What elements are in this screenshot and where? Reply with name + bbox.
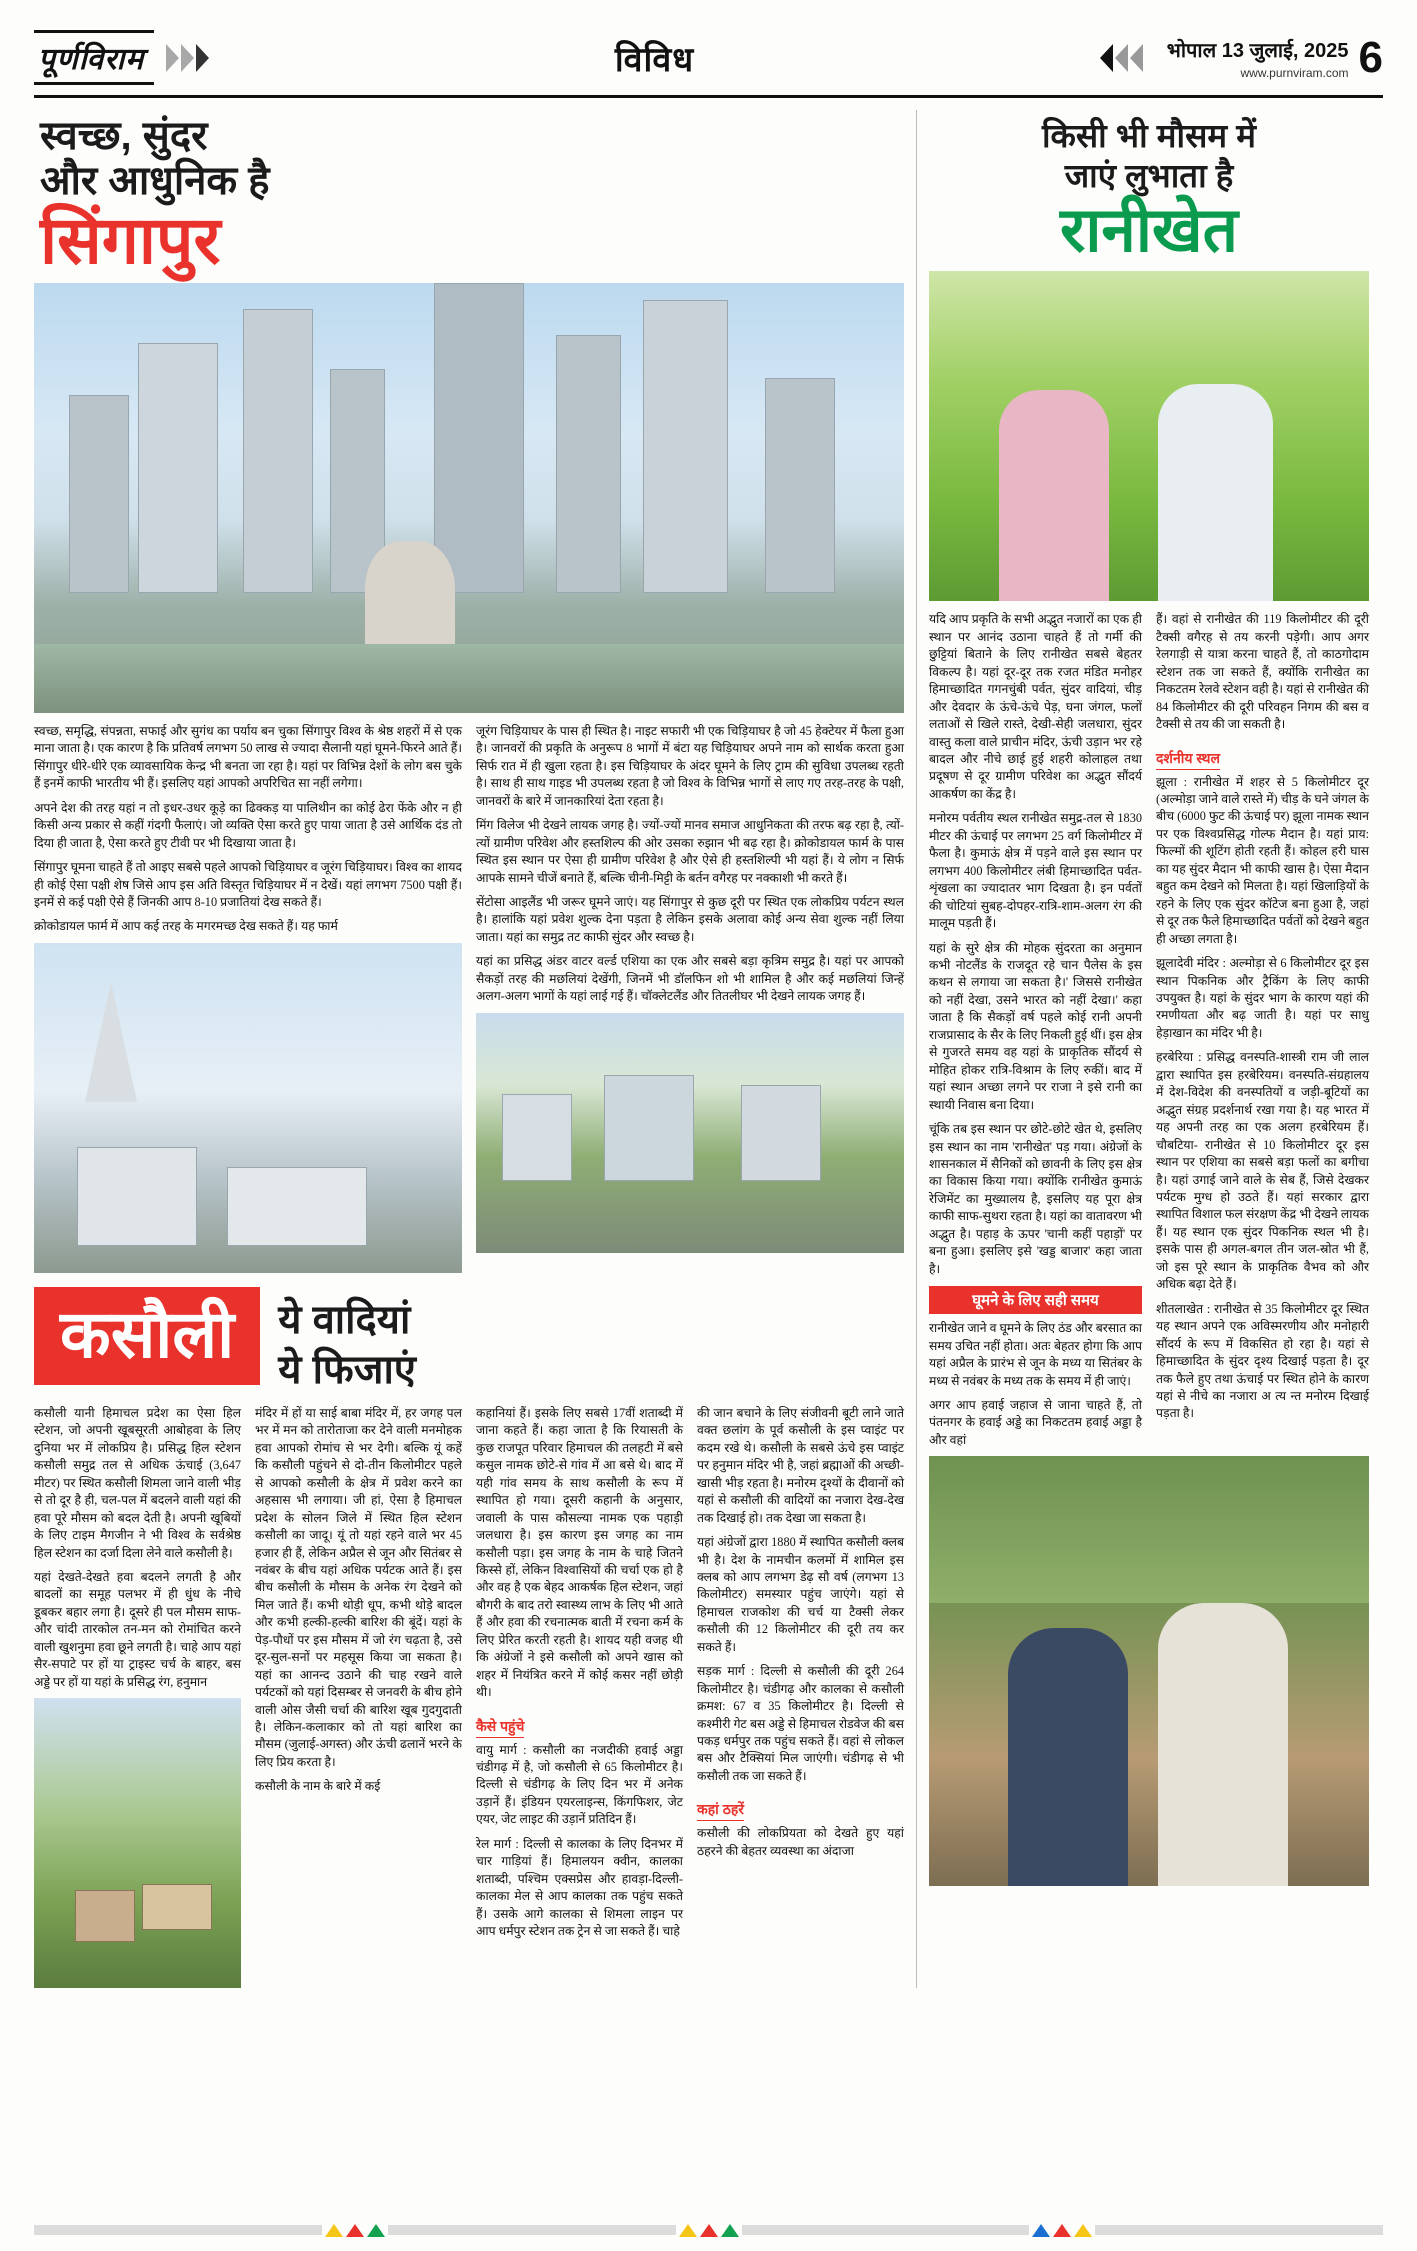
column-divider — [916, 110, 917, 1988]
kasauli-subtitle — [278, 1287, 416, 1395]
kasauli-column-2 — [255, 1405, 462, 1988]
place-date: भोपाल 13 जुलाई, 2025 — [1166, 39, 1349, 62]
ranikhet-headline-line2: जाएं लुभाता है — [1064, 156, 1234, 194]
paragraph: झूलादेवी मंदिर : अल्मोड़ा से 6 किलोमीटर दूर इस स्थान पिकनिक और ट्रैकिंग के लिए काफी उपयुक्त है। यहां के सुंदर भाग के कारण यहां की रमणीयता और बढ़ जाती है। यहां पर साधु हेड़ाखान का मंदिर भी है। — [1156, 956, 1369, 1040]
paragraph: कहानियां हैं। इसके लिए सबसे 17वीं शताब्दी में जाना कहते हैं। कहा जाता है कि रियासती के कुछ राजपूत परिवार हिमाचल की तलहटी में बसे कसुल नामक छोटे-से गांव में आ बसे थे। बाद में यही गांव समय के साथ कसौली के रूप में स्थापित हो गया। दूसरी कहानी के अनुसार, जवाली के पास कौसल्या नामक एक पहाड़ी जलधारा है। इस कारण इस जगह का नाम कसौली पड़ा। इस जगह के नाम के चाहे जितने किस्से हों, लेकिन विश्वासियों की चर्चा एक हो है और वह है एक बेहद आकर्षक हिल स्टेशन, जहां बौगरी के बाद तरो स्वास्थ्य लाभ के लिए भी आते हैं और हवा की रचनात्मक बाती में रचना कर्म के लिए प्रेरित करती रहती है। शायद यही वजह थी कि अंग्रेजों ने इसे कसौली को अपने खास को शहर में नियंत्रित करने में कोई कसर नहीं छोड़ी थी। — [476, 1405, 683, 1700]
publication-logo: पूर्णविराम — [34, 30, 154, 85]
left-column-block — [34, 110, 904, 1988]
ranikhet-headline-line1: किसी भी मौसम में — [1041, 117, 1257, 154]
masthead-right — [1100, 32, 1383, 82]
paragraph: जूरंग चिड़ियाघर के पास ही स्थित है। नाइट सफारी भी एक चिड़ियाघर है जो 45 हेक्टेयर में फैला हुआ है। जानवरों की प्रकृति के अनुरूप 8 भागों में बंटा यह चिड़ियाघर अपने नाम को सार्थक करता हुआ सिर्फ रात में ही खुला रहता है। इस चिड़ियाघर के अंदर घूमने के लिए ट्राम की सुविधा उपलब्ध रहती है। साथ ही साथ गाइड भी उपलब्ध रहता है जो विश्व के विभिन्न भागों से लाए गए तरह-तरह के पक्षी, जानवरों के बारे में जानकारियां देता रहता है। — [476, 723, 904, 808]
paragraph: मनोरम पर्वतीय स्थल रानीखेत समुद्र-तल से 1830 मीटर की ऊंचाई पर लगभग 25 वर्ग किलोमीटर में फैला है। कुमाऊं क्षेत्र में पड़ने वाले इस स्थान पर लगभग 400 किलोमीटर लंबी हिमाच्छादित पर्वत-शृंखला का ज्यादातर भाग दिखता है। इन पर्वतों की चोटियां सुबह-दोपहर-रात्रि-शाम-अलग रंग की मालूम पड़ती हैं। — [929, 811, 1142, 931]
singapore-headline-line2: और आधुनिक है — [40, 158, 270, 203]
kasauli-headline — [34, 1287, 904, 1395]
kasauli-column-3 — [476, 1405, 683, 1988]
kasauli-subtitle-line1: ये वादियां — [278, 1297, 411, 1342]
singapore-street-photo — [476, 1013, 904, 1253]
paragraph: कसौली यानी हिमाचल प्रदेश का ऐसा हिल स्टेशन, जो अपनी खूबसूरती आबोहवा के लिए दुनिया भर में लोकप्रिय है। प्रसिद्ध हिल स्टेशन कसौली समुद्र तल से अधिक ऊंचाई (3,647 मीटर) पर स्थित कसौली शिमला जाने वाली भीड़ से तो दूर है ही, चल-पल में बदलने वाली यहां की हवा पूरे मौसम को बदल देती है। अपनी खूबियों के लिए टाइम मैगजीन ने भी विश्व के सर्वश्रेष्ठ हिल स्टेशन का दर्जा दिला लेने वाले कसौली है। — [34, 1405, 241, 1560]
paragraph: हैं। वहां से रानीखेत की 119 किलोमीटर की दूरी टैक्सी वगैरह से तय करनी पड़ेगी। आप अगर रेलगाड़ी से यात्रा करना चाहते हैं, तो काठगोदाम स्टेशन तक जा सकते हैं, क्योंकि रानीखेत का निकटतम रेलवे स्टेशन वही है। यहां से रानीखेत की 84 किलोमीटर की दूरी परिवहन निगम की बस व टैक्सी से तय की जा सकती है। — [1156, 612, 1369, 732]
kasauli-column-1 — [34, 1405, 241, 1988]
masthead — [34, 26, 1383, 98]
paragraph: चूंकि तब इस स्थान पर छोटे-छोटे खेत थे, इसलिए इस स्थान का नाम 'रानीखेत' पड़ गया। अंग्रेजों के शासनकाल में सैनिकों को छावनी के लिए इस क्षेत्र का विकास किया गया। क्योंकि रानीखेत कुमाऊं रेजिमेंट का मुख्यालय है, इसलिए यह पूरा क्षेत्र काफी साफ-सुथरा रहता है। यहां का वातावरण भी अद्भुत है। पहाड़ के ऊपर 'चानी कहीं पहाड़ों' पर बना हुआ। इसलिए इसे 'खड्ड बाजार' कहा जाता है। — [929, 1122, 1142, 1276]
kasauli-where-to-stay-heading: कहां ठहरें — [697, 1800, 744, 1821]
singapore-text-columns — [34, 723, 904, 1273]
singapore-column-1 — [34, 723, 462, 1273]
paragraph: सिंगापुर घूमना चाहते हैं तो आइए सबसे पहले आपको चिड़ियाघर व जूरंग चिड़ियाघर। विश्व का शायद ही कोई ऐसा पक्षी शेष जिसे आप इस अति विस्तृत चिड़ियाघर में न देखें। यहां लगभग 7500 पक्षी हैं। इनमें से कई पक्षी ऐसे हैं जिनकी आप 8-10 प्रजातियां देख सकते हैं। — [34, 860, 462, 909]
paragraph: शीतलाखेत : रानीखेत से 35 किलोमीटर दूर स्थित यह स्थान अपने एक अविस्मरणीय और मनोहारी सौंदर्य के रूप में विकसित हो रहा है। यहां से हिमाच्छादित के सुंदर दृश्य दिखाई पड़ता है। दूर तक फैले हुए तथा ऊंचाई पर स्थित होने के कारण यहां से नीचे का नजारा अ त्य न्त मनोरम दिखाई पड़ता है। — [1156, 1301, 1369, 1421]
paragraph: रानीखेत जाने व घूमने के लिए ठंड और बरसात का समय उचित नहीं होता। अतः बेहतर होगा कि आप यहां अप्रैल के प्रारंभ से जून के मध्य या सितंबर के मध्य से नवंबर के मध्य तक के समय में ही जाएं। — [929, 1321, 1142, 1388]
paragraph: अगर आप हवाई जहाज से जाना चाहते हैं, तो पंतनगर के हवाई अड्डे का निकटतम हवाई अड्डा है और वहां — [929, 1397, 1142, 1447]
website-url[interactable]: www.purnviram.com — [1240, 65, 1349, 80]
paragraph: रेल मार्ग : दिल्ली से कालका के लिए दिनभर में चार गाड़ियां हैं। हिमालयन क्वीन, कालका शताब्दी, पश्चिम एक्सप्रेस और हावड़ा-दिल्ली-कालका मेल से आप कालका तक पहुंच सकते हैं। उसके आगे कालका से शिमला लाइन पर आप धर्मपुर स्टेशन तक ट्रेन से जा सकते हैं। चाहे — [476, 1836, 683, 1939]
section-title: विविध — [614, 40, 695, 79]
paragraph: कसौली के नाम के बारे में कई — [255, 1779, 381, 1794]
chevron-decoration-right — [1100, 44, 1145, 72]
singapore-headline — [34, 110, 904, 283]
page-content — [34, 110, 1383, 1988]
best-time-banner: घूमने के लिए सही समय — [929, 1286, 1142, 1314]
ranikhet-headline — [929, 110, 1369, 271]
paragraph: मंदिर में हों या साई बाबा मंदिर में, हर जगह पल भर में मन को तारोताजा कर देने वाली मनमोहक हवा आपको रोमांच से भर देगी। बल्कि यूं कहें कि कसौली पहुंचने से दो-तीन किलोमीटर पहले से आपको कसौली के क्षेत्र में प्रवेश करने का अहसास भी लगाया। जी हां, ऐसा है हिमाचल प्रदेश के सोलन जिले में स्थित हिल स्टेशन कसौली का जादू। यूं तो यहां रहने वाले भर 45 हजार ही हैं, लेकिन अप्रैल से जून और सितंबर से नवंबर के बीच यहां अधिक पर्यटक आते हैं। इस बीच कसौली के मौसम के अनेक रंग देखने को मिल जाते हैं। कभी थोड़ी धूप, कभी थोड़े बादल और कभी हल्की-हल्की बारिश की बूंदें। यहां के पेड़-पौधों पर इस मौसम में जो रंग चढ़ता है, उसे दूर-सुल-सनों पर महसूस किया जा सकता है। यहां का आनन्द उठाने की चाह रखने वाले पर्यटकों को यहां दिसम्बर से जनवरी के बीच होने वाली ओस जैसी चर्चा की बारिश खूब गुदगुदाती है। लेकिन-कलाकार को तो यहां बारिश का मौसम (जुलाई-अगस्त) और ऊंची ढलानें भरने के लिए प्रिय करता है। — [255, 1405, 462, 1769]
kasauli-subtitle-line2: ये फिजाएं — [278, 1347, 416, 1392]
paragraph: सेंटोसा आइलैंड भी जरूर घूमने जाएं। यह सिंगापुर से कुछ दूरी पर स्थित एक लोकप्रिय पर्यटन स्थल है। हालांकि यहां प्रवेश शुल्क देना पड़ता है लेकिन इसके अलावा कोई अन्य सेवा शुल्क नहीं लिया जाता। यहां का समुद्र तट काफी सुंदर और स्वच्छ है। — [476, 894, 904, 944]
ranikhet-couple-photo — [929, 1456, 1369, 1886]
ranikhet-tourists-photo — [929, 271, 1369, 601]
ranikhet-headline-big: रानीखेत — [1060, 196, 1238, 266]
ranikhet-places-heading: दर्शनीय स्थल — [1156, 749, 1220, 770]
paragraph: झूला : रानीखेत में शहर से 5 किलोमीटर दूर (अल्मोड़ा जाने वाले रास्ते में) चीड़ के घने जंगल के बीच (6000 फुट की ऊंचाई पर) झूला नामक स्थान पर एक विश्वप्रसिद्ध गोल्फ मैदान है। यहां प्राय: फिल्मों की शूटिंग होती रहती हैं। कोहल हरी घास का यह सुंदर मैदान भी काफी खास है। ऐसा मैदान बहुत कम देखने को मिलता है। यहां खिलाड़ियों के रहने के लिए एक सुंदर कॉटेज बना हुआ है, जहां से दूर तक फैले हिमाच्छादित पर्वतों को देखने बहुत ही अच्छा लगता है। — [1156, 774, 1369, 946]
singapore-skyline-photo — [34, 283, 904, 713]
paragraph: कसौली की लोकप्रियता को देखते हुए यहां ठहरने की बेहतर व्यवस्था का अंदाजा — [697, 1826, 904, 1858]
paragraph: यहां अंग्रेजों द्वारा 1880 में स्थापित कसौली क्लब भी है। देश के नामचीन कलमों में शामिल इस क्लब को आप लगभग डेढ़ सौ वर्ष (लगभग 13 किलोमीटर) समस्यार पहुंच जाएंगे। यहां से हिमाचल राजकोश की चर्च या टैक्सी लेकर कसौली की 12 किलोमीटर की दूरी तय कर सकते हैं। — [697, 1535, 904, 1654]
ranikhet-column-1 — [929, 611, 1142, 1456]
paragraph: की जान बचाने के लिए संजीवनी बूटी लाने जाते वक्त छलांग के पूर्व कसौली के इस प्वाइंट पर कदम रखे थे। कसौली के सबसे ऊंचे इस प्वाइंट पर हनुमान मंदिर भी है, जहां ब्रह्माओं की अच्छी-खासी भीड़ रहता है। मनोरम दृश्यों के दीवानों को यहां से कसौली की वादियों का नजारा देख-देख तक दिखाई हो। तक देखा जा सकता है। — [697, 1405, 904, 1525]
kasauli-title: कसौली — [34, 1287, 260, 1385]
footer-color-strip — [34, 2223, 1383, 2237]
masthead-left — [34, 30, 209, 85]
paragraph: वायु मार्ग : कसौली का नजदीकी हवाई अड्डा चंडीगढ़ में है, जो कसौली से 65 किलोमीटर है। दिल्ली से चंडीगढ़ के लिए दिन भर में अनेक उड़ानें हैं। इंडियन एयरलाइन्स, किंगफिशर, जेट एयर, जेट लाइट की उड़ानें प्रतिदिन हैं। — [476, 1742, 683, 1827]
paragraph: मिंग विलेज भी देखने लायक जगह है। ज्यों-ज्यों मानव समाज आधुनिकता की तरफ बढ़ रहा है, त्यों-त्यों ग्रामीण परिवेश और हस्तशिल्प की ओर उसका रुझान भी बढ़ रहा है। क्रोकोडायल फार्म के पास स्थित इस स्थान पर ऐसा ही ग्रामीण परिवेश है और ऐसे ही हस्तशिल्पी भी यहां हैं। ये लोग न सिर्फ आपके सामने चीजें बनाते हैं, बल्कि चीनी-मिट्टी के बर्तन वगैरह पर नक्काशी भी करते हैं। — [476, 818, 904, 885]
kasauli-valley-photo — [34, 1698, 241, 1988]
page-number: 6 — [1358, 32, 1383, 82]
singapore-column-2 — [476, 723, 904, 1273]
paragraph: स्वच्छ, समृद्धि, संपन्नता, सफाई और सुगंध का पर्याय बन चुका सिंगापुर विश्व के श्रेष्ठ शहरों में से एक माना जाता है। एक कारण है कि प्रतिवर्ष लगभग 50 लाख से ज्यादा सैलानी यहां घूमने-फिरने आते हैं। सिंगापुर धीरे-धीरे एक व्यावसायिक केन्द्र भी बनता जा रहा है। यहां पर विभिन्न देशों के लोग बस चुके हैं इनमें काफी भारतीय भी हैं। इसलिए यहां आपको अपरिचित सा नहीं लगेगा। — [34, 723, 462, 791]
singapore-headline-big: सिंगापुर — [40, 202, 221, 277]
paragraph: अपने देश की तरह यहां न तो इधर-उधर कूड़े का ढिक्कड़ या पालिथीन का कोई ढेरा फेंके और न ही किसी अन्य प्रकार से कहीं गंदगी फैलाएं। जो व्यक्ति ऐसा करते हुए पाया जाता है उसे आर्थिक दंड तो दिया ही जाता है, ऐसा करते हुए टीवी पर भी दिखाया जाता है। — [34, 800, 462, 850]
kasauli-column-4 — [697, 1405, 904, 1988]
kasauli-text-columns — [34, 1405, 904, 1988]
right-column-block — [929, 110, 1369, 1988]
paragraph: यदि आप प्रकृति के सभी अद्भुत नजारों का एक ही स्थान पर आनंद उठाना चाहते हैं तो गर्मी की छुट्टियां बिताने के लिए रानीखेत सबसे बेहतर विकल्प है। यहां दूर-दूर तक रजत मंडित मनोहर हिमाच्छादित गगनचुंबी पर्वत, सुंदर वादियां, चीड़ और देवदार के ऊंचे-ऊंचे पेड़, घना जंगल, फलों लताओं से खिले रास्ते, देखी-सेही जलधारा, सुंदर वास्तु कला वाले प्राचीन मंदिर, ऊंची उड़ान भर रहे बादल और नीचे छाई हुई शहरी कोलाहल तथा प्रदूषण से दूर ग्रामीण परिवेश का अद्भुत सौंदर्य आकर्षण का केंद्र है। — [929, 612, 1142, 801]
paragraph: यहां का प्रसिद्ध अंडर वाटर वर्ल्ड एशिया का एक और सबसे बड़ा कृत्रिम समुद्र है। यहां पर आपको सैकड़ों तरह की मछलियां देखेंगी, जिनमें भी डॉलफिन शो भी शामिल है और कई मछलियां जिन्हें अलग-अलग भागों के यहां लाई गई हैं। चॉक्लेटलैंड और तितलीघर भी देखने लायक जगह हैं। — [476, 954, 904, 1004]
paragraph: सड़क मार्ग : दिल्ली से कसौली की दूरी 264 किलोमीटर है। चंडीगढ़ और कालका से कसौली क्रमश: 67 व 35 किलोमीटर है। दिल्ली से कश्मीरी गेट बस अड्डे से हिमाचल रोडवेज की बस पकड़ धर्मपुर तक पहुंच सकते हैं। वहां से लोकल बस और टैक्सियां मिल जाएंगी। चंडीगढ़ से भी कसौली तक जा सकते हैं। — [697, 1664, 904, 1783]
changi-control-tower-photo — [34, 943, 462, 1273]
chevron-decoration-left — [164, 44, 209, 72]
date-block — [1167, 36, 1349, 80]
paragraph: क्रोकोडायल फार्म में आप कई तरह के मगरमच्छ देख सकते हैं। यह फार्म — [34, 919, 338, 934]
ranikhet-column-2 — [1156, 611, 1369, 1456]
singapore-headline-line1: स्वच्छ, सुंदर — [40, 114, 208, 158]
kasauli-how-to-reach-heading: कैसे पहुंचे — [476, 1717, 524, 1738]
paragraph: हरबेरिया : प्रसिद्ध वनस्पति-शास्त्री राम जी लाल द्वारा स्थापित इस हरबेरियम। वनस्पति-संग्रहालय में देश-विदेश की वनस्पतियों व जड़ी-बूटियों का अद्भुत संग्रह प्रदर्शनार्थ रखा गया है। यह भारत में यह अपनी तरह का एक अलग हरबेरियम हैं। चौबटिया- रानीखेत से 10 किलोमीटर दूर इस स्थान पर एशिया का सबसे बड़ा फलों का बगीचा है। यहां उगाई जाने वाले के सेब हैं, जिसे देखकर पर्यटक मुग्ध हो उठते हैं। यहां सरकार द्वारा स्थापित विशाल फल संरक्षण केंद्र भी देखने लायक हैं। यह स्थान एक सुंदर पिकनिक स्थल भी है। इसके पास ही अगल-बगल तीन जल-स्रोत भी हैं, जो इस पूरे स्थान के प्राकृतिक वैभव को और अधिक बढ़ा देते हैं। — [1156, 1050, 1369, 1292]
paragraph: यहां के सुरे क्षेत्र की मोहक सुंदरता का अनुमान कभी नोटलैंड के राजदूत रहे चान पैलेस के इस कथन से लगाया जा सकता है।' जिससे रानीखेत को नहीं देखा, उसने भारत को नहीं देखा।' कहा जाता है कि सैकड़ों वर्ष पहले कोई रानी अपनी राजप्रासाद के सैर के लिए निकली हुई थीं। इस क्षेत्र से गुजरते समय वह यहां के प्राकृतिक सौंदर्य से मोहित होकर रात्रि-विश्राम के लिए रुकीं। बाद में यहां स्थान अच्छा लगने पर राजा ने इसे रानी का स्थायी निवास बना दिया। — [929, 940, 1142, 1112]
paragraph: यहां देखते-देखते हवा बदलने लगती है और बादलों का समूह पलभर में ही धुंध के नीचे डूबकर बहार लगा है। दूसरे ही पल मौसम साफ-और चांदी तारकोल तन-मन को रोमांचित करने वाली खुशनुमा हवा छूने लगती है। चाहे आप यहां सैर-सपाटे पर हों या ट्राइस्ट चर्च के बाहर, बस अड्डे पर हों या यहां के प्रसिद्ध रंग, हनुमान — [34, 1569, 241, 1689]
waterfront — [34, 644, 904, 713]
ranikhet-text-columns — [929, 611, 1369, 1456]
